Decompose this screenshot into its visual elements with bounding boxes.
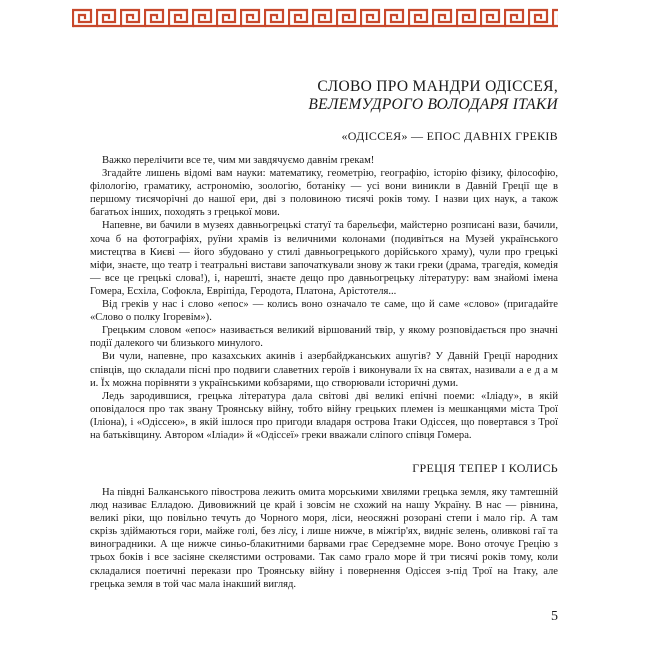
- paragraph: Від греків у нас і слово «епос» — колись воно означало те саме, що й саме «слово» (пригадайте «Слово о полку Ігоревім»).: [90, 299, 558, 324]
- paragraph: Напевне, ви бачили в музеях давньогрецькі статуї та барельєфи, майстерно розписані вази, бачили, хоча б на фотографіях, руїни храмів із величними колонами (подивіться на Музей українського мистецтва в Києві — його збудовано у стилі давньогрецького дорійського храму), чули про грецькі міфи, знаєте, що театр і театральні вистави започаткували знову ж таки греки (драма, трагедія, комедія — все це грецькі слова!), і, нарешті, знаєте дещо про давньогрецьку літературу: вам знайомі імена Гомера, Есхіла, Софокла, Евріпіда, Геродота, Платона, Арістотеля...: [90, 220, 558, 297]
- paragraph: Ледь зародившися, грецька література дала світові дві великі епічні поеми: «Іліаду», в якій оповідалося про так звану Троянську війну, тобто війну грецьких племен із мешканцями міста Трої (Іліона), і «Одіссею», в якій ішлося про пригоди владаря острова Ітаки Одіссея, що повертався з Трої на батьківщину. Автором «Іліади» й «Одіссеї» греки вважали сліпого співця Гомера.: [90, 390, 558, 441]
- section-body-odyssey-epic: [90, 154, 558, 442]
- chapter-title-line-2: ВЕЛЕМУДРОГО ВОЛОДАРЯ ІТАКИ: [308, 96, 558, 113]
- chapter-title: [138, 78, 558, 114]
- chapter-title-line-1: СЛОВО ПРО МАНДРИ ОДІССЕЯ,: [317, 78, 558, 95]
- paragraph: На півдні Балканського півострова лежить омита морськими хвилями грецька земля, яку тамтешній люд називає Елладою. Дивовижний це край і зовсім не схожий на нашу Україну. В нас — рівнина, великі ріки, що повільно течуть до Чорного моря, ліси, неосяжні розорані степи і мало гір. А там скрізь здіймаються гори, майже голі, без лісу, і лише нижче, в міжгір'ях, видніє зелень, оливкові гаї та виноградники. А ще нижче синьо-блакитними барвами грає Середземне море. Воно оточує Грецію з трьох боків і все засіяне скелястими островами. Так само грало море й три тисячі років тому, коли складалися поетичні перекази про Троянську війну і повернення Одіссея з-під Трої на Ітаку, але грецька земля в той час мала інакший вигляд.: [90, 487, 558, 590]
- section-heading-odyssey-epic: «ОДІССЕЯ» — ЕПОС ДАВНІХ ГРЕКІВ: [341, 129, 558, 143]
- section-heading-greece-now-and-then: ГРЕЦІЯ ТЕПЕР І КОЛИСЬ: [412, 461, 558, 475]
- page-number: 5: [551, 609, 558, 624]
- paragraph: Ви чули, напевне, про казахських акинів і азербайджанських ашугів? У Давній Греції народних співців, що складали пісні про подвиги славетних героїв і виконували їх на святах, називали а е д а м и. Їх можна порівняти з українськими кобзарями, що створювали історичні думи.: [90, 351, 558, 389]
- paragraph: Згадайте лишень відомі вам науки: математику, геометрію, географію, історію фізику, філософію, філологію, граматику, астрономію, зоологію, ботаніку — усі вони виникли в Давній Греції ще в першому тисячорічні до нашої ери, дві з половиною тисячі років тому. І назви цих наук, а також багатьох інших, походять з грецької мови.: [90, 168, 558, 219]
- section-body-greece-now-and-then: [90, 486, 558, 591]
- paragraph: Важко перелічити все те, чим ми завдячуємо давнім грекам!: [102, 155, 375, 166]
- greek-meander-border: [72, 8, 558, 28]
- paragraph: Грецьким словом «епос» називається великий віршований твір, у якому розповідається про значні події далекого чи близького минулого.: [90, 325, 558, 350]
